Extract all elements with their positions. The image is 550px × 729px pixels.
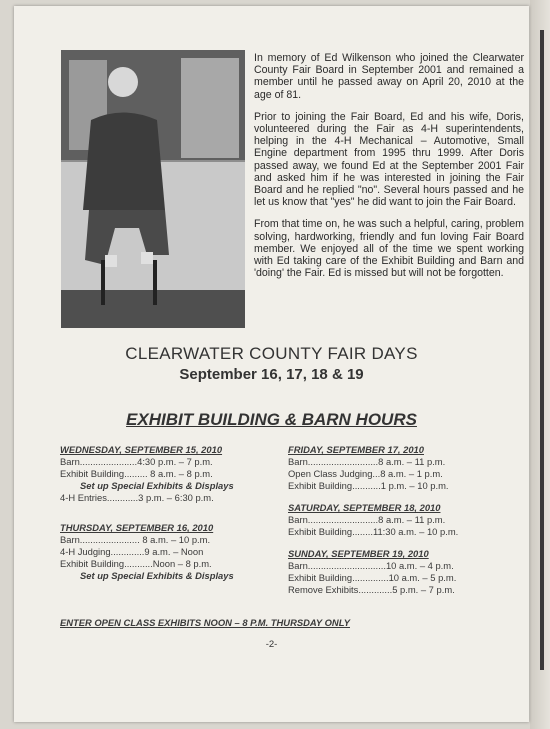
binding-bar bbox=[540, 30, 544, 670]
schedule-line: Open Class Judging...8 a.m. – 1 p.m. bbox=[288, 468, 443, 479]
schedule-note: Set up Special Exhibits & Displays bbox=[80, 570, 234, 581]
schedule-line: Exhibit Building...........1 p.m. – 10 p.m. bbox=[288, 480, 449, 491]
day-heading: SUNDAY, SEPTEMBER 19, 2010 bbox=[288, 548, 429, 559]
schedule-line: Barn...........................8 a.m. – 11 p.m. bbox=[288, 456, 446, 467]
schedule-line: 4-H Entries............3 p.m. – 6:30 p.m. bbox=[60, 492, 214, 503]
wednesday-block bbox=[60, 444, 260, 504]
hours-left-column bbox=[60, 444, 260, 600]
memorial-paragraph: From that time on, he was such a helpful, caring, problem solving, hardworking, friendly and fun loving Fair Board member. We enjoyed all of the time we spent working with Ed taking care of the Exhibit Building and Barn and 'doing' the Fair. Ed is missed but will not be forgotten. bbox=[254, 218, 524, 280]
thursday-block bbox=[60, 522, 260, 582]
schedule-line: Exhibit Building...........Noon – 8 p.m. bbox=[60, 558, 212, 569]
schedule-line: Remove Exhibits.............5 p.m. – 7 p.m. bbox=[288, 584, 455, 595]
page-number: -2- bbox=[265, 639, 278, 650]
schedule-line: 4-H Judging.............9 a.m. – Noon bbox=[60, 546, 204, 557]
fair-dates: September 16, 17, 18 & 19 bbox=[179, 366, 364, 383]
day-heading: WEDNESDAY, SEPTEMBER 15, 2010 bbox=[60, 444, 223, 455]
friday-block bbox=[288, 444, 508, 492]
memorial-photo bbox=[61, 50, 245, 328]
sunday-block bbox=[288, 548, 508, 596]
memorial-paragraph: Prior to joining the Fair Board, Ed and his wife, Doris, volunteered during the Fair as 4-H superintendents, helping in the 4-H Mechanical – Automotive, Small Engine department from 1995 thru 1999. After Doris passed away, we found Ed at the September 2001 Fair and asked him if he was interested in joining the Fair Board and he replied "no". Several hours passed and he let us know that "yes" he did want to join the Fair Board. bbox=[254, 110, 524, 209]
schedule-line: Barn......................4:30 p.m. – 7 p.m. bbox=[60, 456, 213, 467]
memorial-text bbox=[254, 52, 524, 289]
photo-illustration bbox=[61, 50, 245, 328]
schedule-line: Barn....................... 8 a.m. – 10 p.m. bbox=[60, 534, 211, 545]
day-heading: SATURDAY, SEPTEMBER 18, 2010 bbox=[288, 502, 441, 513]
fair-title: CLEARWATER COUNTY FAIR DAYS bbox=[125, 344, 418, 363]
hours-title: EXHIBIT BUILDING & BARN HOURS bbox=[126, 410, 417, 429]
schedule-line: Exhibit Building........11:30 a.m. – 10 p.m. bbox=[288, 526, 459, 537]
document-page bbox=[14, 6, 529, 722]
day-heading: FRIDAY, SEPTEMBER 17, 2010 bbox=[288, 444, 424, 455]
schedule-line: Exhibit Building......... 8 a.m. – 8 p.m. bbox=[60, 468, 213, 479]
open-class-note: ENTER OPEN CLASS EXHIBITS NOON – 8 P.M. THURSDAY ONLY bbox=[60, 617, 350, 628]
memorial-paragraph: In memory of Ed Wilkenson who joined the Clearwater County Fair Board in September 2001 and remained a member until he passed away on April 20, 2010 at the age of 81. bbox=[254, 52, 524, 101]
schedule-line: Exhibit Building..............10 a.m. – 5 p.m. bbox=[288, 572, 457, 583]
schedule-line: Barn..............................10 a.m. – 4 p.m. bbox=[288, 560, 454, 571]
hours-right-column bbox=[288, 444, 508, 614]
schedule-line: Barn...........................8 a.m. – 11 p.m. bbox=[288, 514, 446, 525]
schedule-note: Set up Special Exhibits & Displays bbox=[80, 480, 234, 491]
day-heading: THURSDAY, SEPTEMBER 16, 2010 bbox=[60, 522, 214, 533]
saturday-block bbox=[288, 502, 508, 538]
